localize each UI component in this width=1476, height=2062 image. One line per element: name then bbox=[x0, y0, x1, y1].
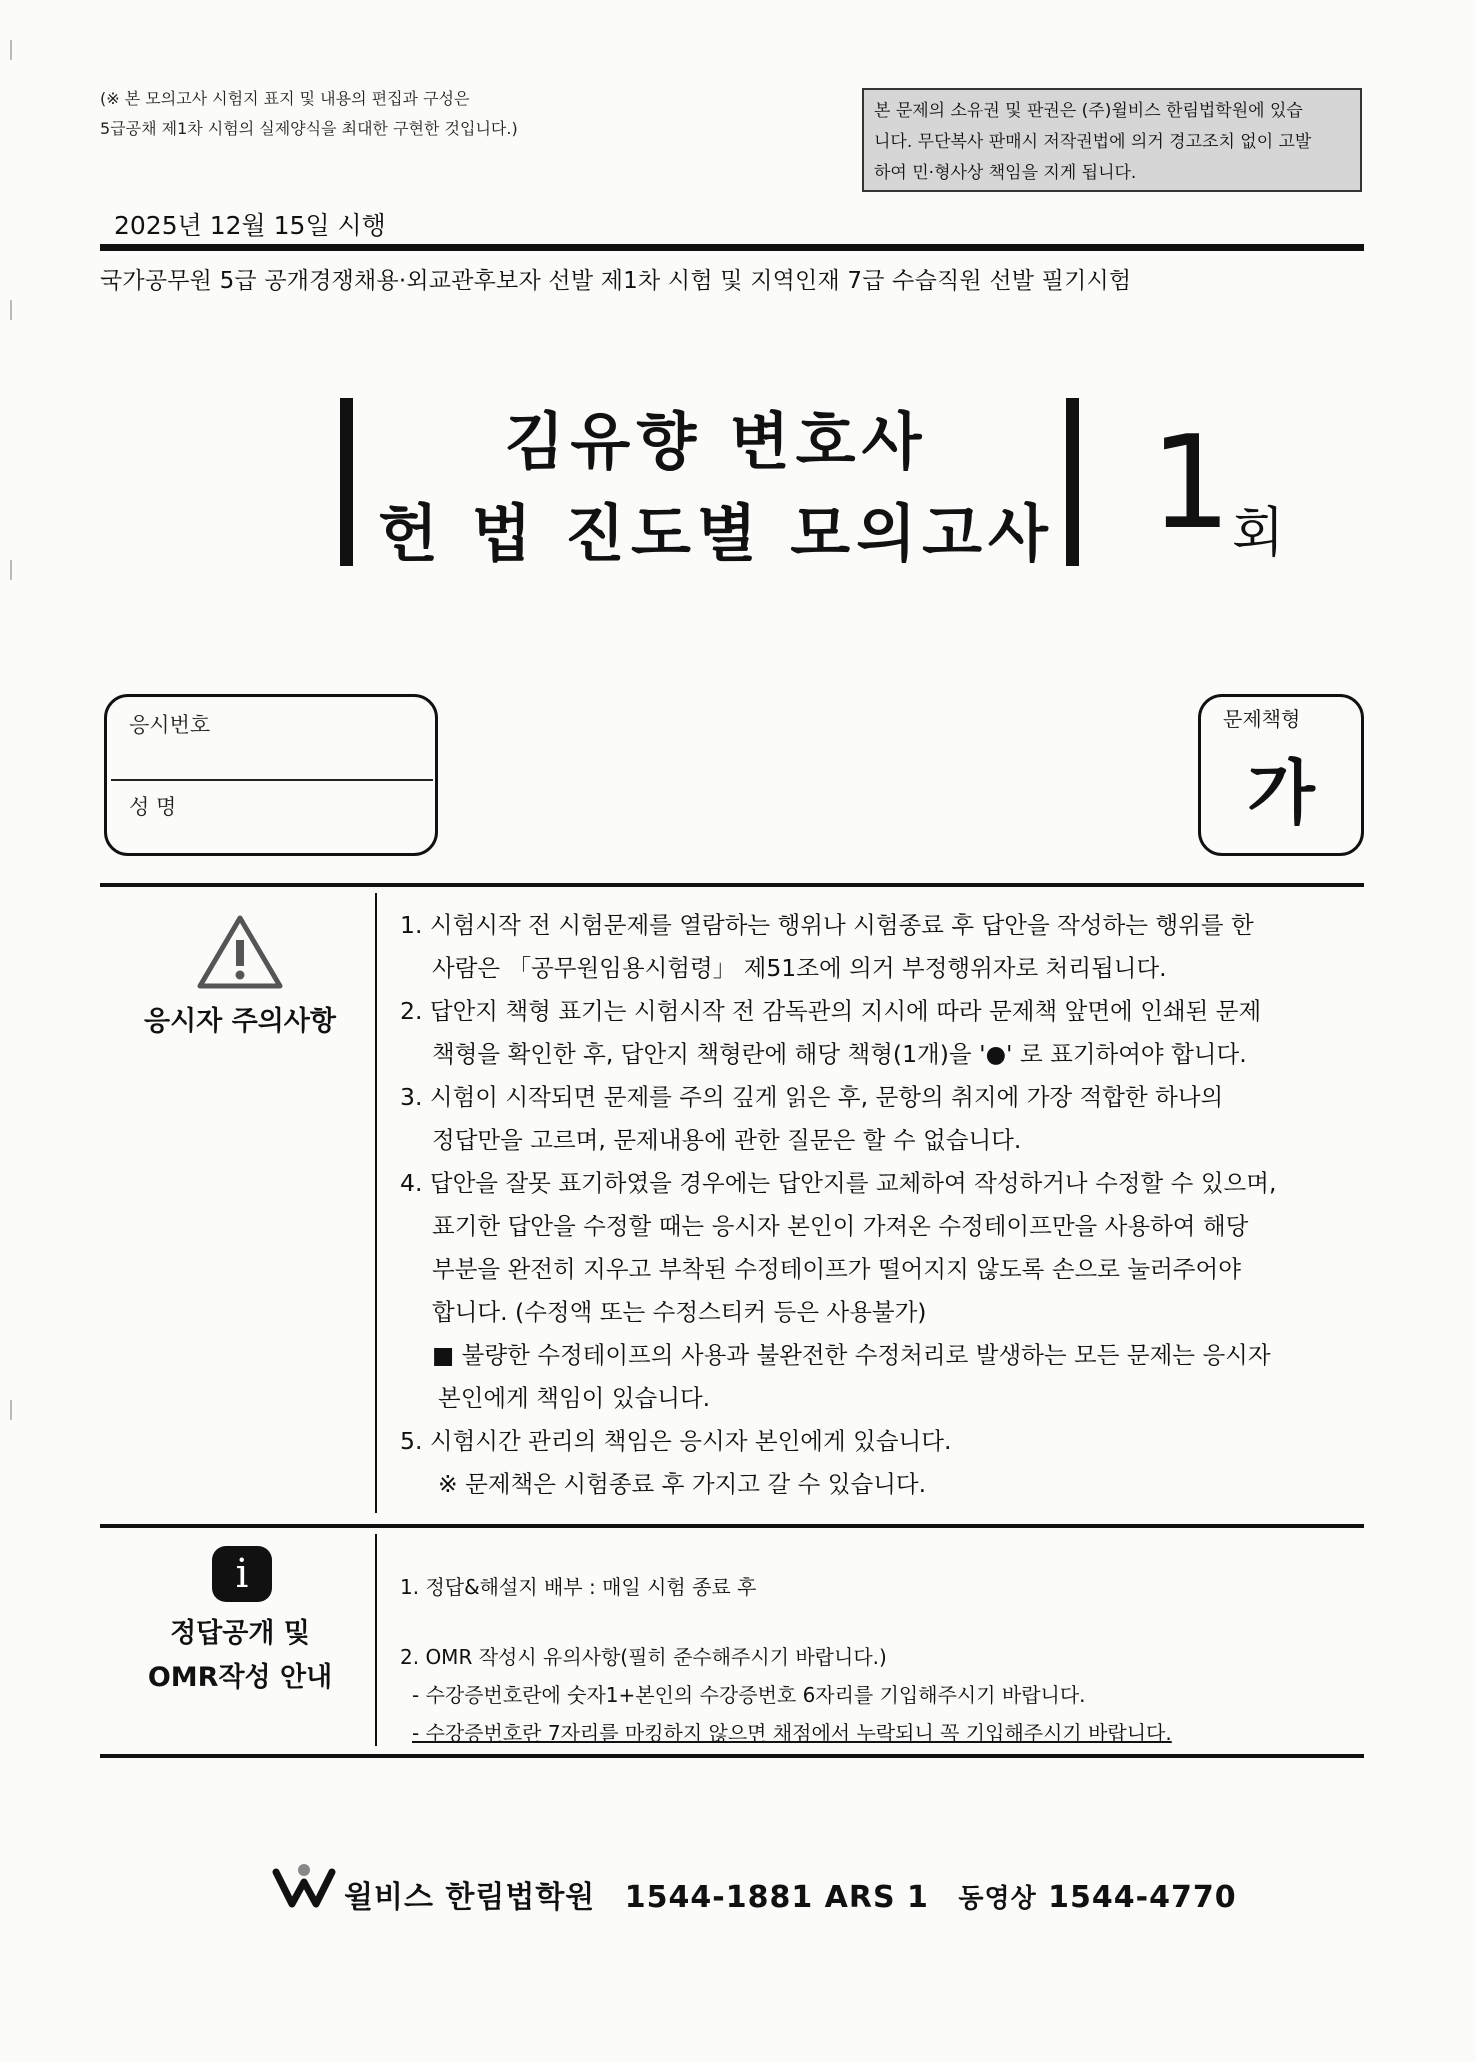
scan-mark bbox=[10, 560, 12, 580]
title-line1: 김유향 변호사 bbox=[504, 405, 928, 478]
footer-video-label: 동영상 bbox=[958, 1884, 1037, 1914]
copyright-line: 니다. 무단복사 판매시 저작권법에 의거 경고조치 없이 고발 bbox=[874, 132, 1312, 152]
round-number: 1 bbox=[1150, 409, 1232, 558]
booklet-type-value: 가 bbox=[1247, 752, 1315, 834]
footer-contact bbox=[344, 1872, 1237, 1916]
header-note-line: (※ 본 모의고사 시험지 표지 및 내용의 편집과 구성은 bbox=[100, 89, 470, 108]
name-label: 성 명 bbox=[129, 795, 177, 819]
booklet-type-label: 문제책형 bbox=[1223, 707, 1301, 731]
divider bbox=[100, 244, 1364, 251]
copyright-line: 하여 민·형사상 책임을 지게 됩니다. bbox=[874, 163, 1137, 183]
notice-item: ■ 불량한 수정테이프의 사용과 불완전한 수정처리로 발생하는 모든 문제는 응시자 bbox=[432, 1341, 1271, 1369]
footer-phone: 1544-1881 ARS 1 bbox=[624, 1880, 929, 1915]
copyright-line: 본 문제의 소유권 및 판권은 (주)윌비스 한림법학원에 있습 bbox=[874, 101, 1303, 121]
info-list bbox=[400, 1568, 1340, 1752]
willbis-logo-icon bbox=[270, 1862, 336, 1918]
notice-item: 5. 시험시간 관리의 책임은 응시자 본인에게 있습니다. bbox=[400, 1427, 952, 1455]
divider bbox=[100, 1754, 1364, 1758]
notice-title: 응시자 주의사항 bbox=[144, 1006, 336, 1037]
notice-item: ※ 문제책은 시험종료 후 가지고 갈 수 있습니다. bbox=[438, 1470, 927, 1498]
exam-name: 국가공무원 5급 공개경쟁채용·외교관후보자 선발 제1차 시험 및 지역인재 7급 수습직원 선발 필기시험 bbox=[100, 268, 1132, 294]
notice-item: 책형을 확인한 후, 답안지 책형란에 해당 책형(1개)을 '●' 로 표기하여야 합니다. bbox=[432, 1040, 1247, 1068]
scan-mark bbox=[10, 1400, 12, 1420]
info-icon: i bbox=[212, 1546, 272, 1602]
notice-item: 합니다. (수정액 또는 수정스티커 등은 사용불가) bbox=[432, 1298, 927, 1326]
info-title-line: OMR작성 안내 bbox=[147, 1662, 333, 1693]
exam-date: 2025년 12월 15일 시행 bbox=[114, 211, 386, 240]
booklet-type-box bbox=[1198, 694, 1364, 856]
notice-item: 1. 시험시작 전 시험문제를 열람하는 행위나 시험종료 후 답안을 작성하는 행위를 한 bbox=[400, 911, 1254, 939]
info-subitem: - 수강증번호란에 숫자1+본인의 수강증번호 6자리를 기입해주시기 바랍니다. bbox=[412, 1683, 1086, 1707]
scan-mark bbox=[10, 300, 12, 320]
title-line2: 헌 법 진도별 모의고사 bbox=[378, 497, 1054, 570]
candidate-box-divider bbox=[111, 779, 433, 781]
warning-icon bbox=[196, 912, 284, 996]
notice-item: 4. 답안을 잘못 표기하였을 경우에는 답안지를 교체하여 작성하거나 수정할 수 있으며, bbox=[400, 1169, 1277, 1197]
info-item: 1. 정답&해설지 배부 : 매일 시험 종료 후 bbox=[400, 1575, 757, 1599]
header-note bbox=[100, 84, 518, 144]
info-item: 2. OMR 작성시 유의사항(필히 준수해주시기 바랍니다.) bbox=[400, 1645, 887, 1669]
notice-item: 2. 답안지 책형 표기는 시험시작 전 감독관의 지시에 따라 문제책 앞면에 인쇄된 문제 bbox=[400, 997, 1262, 1025]
column-divider bbox=[375, 893, 377, 1513]
info-subitem: - 수강증번호란 7자리를 마킹하지 않으면 채점에서 누락되니 꼭 기입해주시기 바랍니다. bbox=[412, 1721, 1172, 1745]
notice-item: 사람은 「공무원임용시험령」 제51조에 의거 부정행위자로 처리됩니다. bbox=[432, 954, 1167, 982]
footer-video-phone: 1544-4770 bbox=[1048, 1880, 1237, 1915]
notice-item: 본인에게 책임이 있습니다. bbox=[438, 1384, 711, 1412]
notice-list bbox=[400, 904, 1340, 1506]
info-title-line: 정답공개 및 bbox=[170, 1618, 310, 1649]
copyright-notice bbox=[862, 88, 1362, 192]
divider bbox=[100, 1524, 1364, 1528]
divider bbox=[100, 883, 1364, 887]
scan-mark bbox=[10, 40, 12, 60]
notice-item: 표기한 답안을 수정할 때는 응시자 본인이 가져온 수정테이프만을 사용하여 해당 bbox=[432, 1212, 1249, 1240]
candidate-info-box bbox=[104, 694, 438, 856]
exam-number-label: 응시번호 bbox=[129, 713, 211, 737]
notice-item: 부분을 완전히 지우고 부착된 수정테이프가 떨어지지 않도록 손으로 눌러주어야 bbox=[432, 1255, 1241, 1283]
title-bar-right bbox=[1066, 398, 1079, 566]
footer-brand: 윌비스 한림법학원 bbox=[344, 1880, 596, 1915]
round-unit: 회 bbox=[1232, 501, 1285, 564]
title-bar-left bbox=[340, 398, 353, 566]
notice-item: 3. 시험이 시작되면 문제를 주의 깊게 읽은 후, 문항의 취지에 가장 적합한 하나의 bbox=[400, 1083, 1224, 1111]
header-note-line: 5급공채 제1차 시험의 실제양식을 최대한 구현한 것입니다.) bbox=[100, 119, 518, 138]
notice-item: 정답만을 고르며, 문제내용에 관한 질문은 할 수 없습니다. bbox=[432, 1126, 1022, 1154]
info-title bbox=[100, 1612, 380, 1700]
